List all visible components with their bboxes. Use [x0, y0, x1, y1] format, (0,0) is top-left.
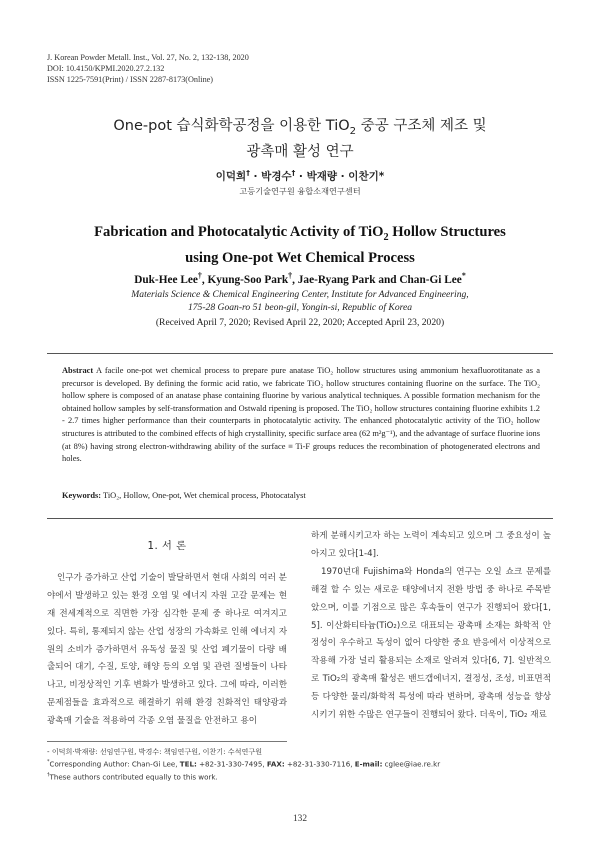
- footnote-rule: [47, 741, 287, 742]
- english-title: Fabrication and Photocatalytic Activity of TiO$_2$ Hollow Structures using One-pot Wet Chemical Process: [94, 224, 506, 266]
- email-link[interactable]: cglee@iae.re.kr: [382, 759, 441, 769]
- journal-citation: J. Korean Powder Metall. Inst., Vol. 27, No. 2, 132-138, 2020: [47, 53, 249, 62]
- abstract: [62, 365, 540, 466]
- right-paragraph-2: 1970년대 Fujishima와 Honda의 연구는 오일 쇼크 문제를 해결 할 수 있는 새로운 태양에너지 전환 방법 중 하나로 주목받았으며, 이를 기점으로 많은 후속들이 연구가 진행되어 왔다[1, 5]. 이산화티타늄(TiO₂)으로 대표되는 광촉매 소재는 화학적 안정성이 우수하고 독성이 없어 다양한 중요 반응에서 이상적으로 작용해 가장 널리 활용되는 소재로 알려져 있다[6, 7]. 일반적으로 TiO₂의 광촉매 활성은 밴드갭에너지, 결정성, 조성, 비표면적 등 다양한 물리/화학적 특성에 따라 변하며, 광촉매 성능을 향상시키기 위한 수많은 연구들이 진행되어 왔다. 더욱이, TiO₂ 재료: [311, 566, 551, 721]
- abstract-label: Abstract: [62, 366, 94, 375]
- footnotes: [47, 746, 567, 783]
- journal-issn: ISSN 1225-7591(Print) / ISSN 2287-8173(Online): [47, 75, 214, 85]
- received-dates: (Received April 7, 2020; Revised April 22, 2020; Accepted April 23, 2020): [155, 317, 445, 328]
- keywords-text: TiO₂, Hollow, One-pot, Wet chemical process, Photocatalyst: [103, 491, 306, 500]
- korean-title-line1-b: 중공 구조체 제조 및: [356, 118, 487, 134]
- intro-paragraph: 인구가 증가하고 산업 기술이 발달하면서 현대 사회의 여러 분야에서 발생하고 있는 환경 오염 및 에너지 자원 고갈 문제는 현재 전세계적으로 직면한 가장 심각한 문제 중 하나로 여겨지고 있다. 특히, 통제되지 않는 산업 성장의 가속화로 인해 에너지 자원의 소비가 증가하면서 유독성 물질 및 산업 폐기물이 다량 배출되어 대기, 수질, 토양, 해양 등의 오염 및 관련 질병들이 나타나고, 비정상적인 기후 변화가 발생하고 있다. 그에 따라, 이러한 문제점들을 효과적으로 해결하기 위해 환경 친화적인 태양광과 광촉매 기술을 적용하여 각종 오염 물질을 안전하고 용이: [47, 572, 287, 727]
- left-column: [47, 528, 287, 731]
- abstract-top-rule: [47, 353, 553, 354]
- korean-title-line1-a: One-pot 습식화학공정을 이용한 TiO: [113, 118, 350, 134]
- korean-authors: 이덕희† · 박경수† · 박재량 · 이찬기*: [215, 168, 385, 183]
- footnote-author-positions: - 이덕희·박재량: 선임연구원, 박경수: 책임연구원, 이찬기: 수석연구원: [47, 747, 263, 756]
- journal-doi: DOI: 10.4150/KPMI.2020.27.2.132: [47, 64, 165, 74]
- english-authors: Duk-Hee Lee†, Kyung-Soo Park†, Jae-Ryang Park and Chan-Gi Lee*: [134, 271, 466, 286]
- page-number: 132: [292, 814, 308, 824]
- english-affiliation: Materials Science & Chemical Engineering Center, Institute for Advanced Engineering, 175-28 Goan-ro 51 beon-gil, Yongin-si, Republic of Korea: [131, 289, 469, 313]
- korean-affiliation: 고등기술연구원 융합소재연구센터: [239, 186, 361, 196]
- right-column: [311, 528, 551, 725]
- footnote-corresponding-author: *Corresponding Author: Chan-Gi Lee, TEL: +82-31-330-7495, FAX: +82-31-330-7116, E-mail: cglee@iae.re.kr: [47, 759, 441, 769]
- korean-title-subscript: 2: [349, 125, 357, 137]
- abstract-body: A facile one-pot wet chemical process to prepare pure anatase TiO₂ hollow structures using ammonium hexafluorotitanate as a precursor is developed. By defining the formic acid ratio, we fabricate TiO₂ hollow structures containing fluorine on the surface. The TiO₂ hollow sphere is composed of an anatase phase containing fluorine by various analytical techniques. A possible formation mechanism for the obtained hollow samples by self-transformation and Ostwald ripening is proposed. The TiO₂ hollow structures containing fluorine exhibits 1.2 - 2.7 times higher performance than their counterparts in photocatalytic activity. The enhanced photocatalytic activity of the TiO₂ hollow structures is attributed to the combined effects of high crystallinity, specific surface area (62 m²g⁻¹), and the advantage of surface fluorine ions (at 8%) having strong electron-withdrawing ability of the surface ≡ Ti-F groups reduces the recombination of photogenerated electrons and holes.: [62, 366, 540, 464]
- right-paragraph-1: 하게 분해시키고자 하는 노력이 계속되고 있으며 그 중요성이 높아지고 있다[1-4].: [311, 531, 551, 559]
- journal-meta: [47, 52, 249, 86]
- keywords-label: Keywords:: [62, 491, 102, 500]
- keywords: [62, 491, 540, 500]
- english-title-subscript: 2: [383, 231, 389, 243]
- abstract-bottom-rule: [47, 518, 553, 519]
- korean-title-line2: 광촉매 활성 연구: [246, 143, 354, 160]
- footnote-equal-contribution: †These authors contributed equally to this work.: [47, 771, 218, 782]
- section-heading-introduction: 1. 서 론: [147, 541, 187, 552]
- korean-title: [0, 116, 600, 163]
